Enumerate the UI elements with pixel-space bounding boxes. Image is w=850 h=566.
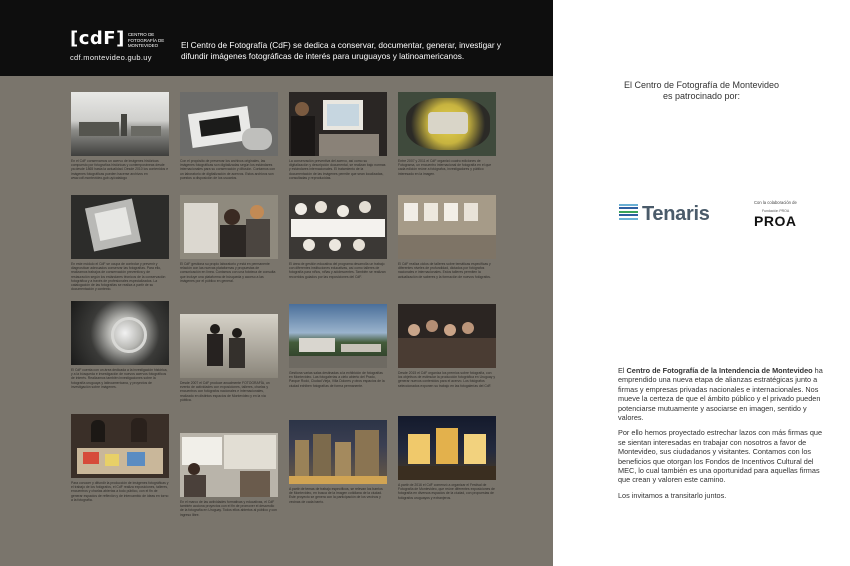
photo: [398, 92, 496, 156]
photo-item: [71, 195, 169, 292]
photo-item: [398, 416, 496, 500]
photo-caption: Desde 2007 el CdF produce anualmente FOTOGRAFÍA, un evento de actividades con exposiciones, talleres, charlas y encuentros con fotógrafos nacionales e internacionales, realizado en distintos espacios de Montevideo y en la vía pública.: [180, 381, 270, 402]
photo-item: [71, 301, 169, 389]
patron-line-1: El Centro de Fotografía de Montevideo: [623, 80, 780, 90]
photo: [398, 304, 496, 368]
photo: [398, 195, 496, 259]
photo-caption: El área de gestión educativa del programa desarrolla un trabajo con diferentes instituciones educativas, así como talleres de fotografía para niños, niñas y adolescentes. También se realizan recorridos guiados por las exposiciones del CdF.: [289, 262, 386, 279]
photo-item: [180, 433, 278, 517]
photo-caption: Con el propósito de preservar los archivos originales, las imágenes fotográficas son digitalizadas según los estándares internacionales para su conservación y difusión. Contamos con un laboratorio de digitalización de acervos. Estos archivos son puestos a disposición de los usuarios.: [180, 159, 275, 180]
photo: [289, 420, 387, 484]
photo-caption: En este módulo el CdF se ocupa de controlar y prevenir y diagnosticar adecuados conservar las fotografías. Para ello, realizamos trabajos de conservación preventiva y de restauración según los estándares técnicos de la conservación fotográfica y a través de profesionales especializados. La catalogación de las fotografías se realiza a partir de su documentación y contexto.: [71, 262, 166, 292]
photo-item: [289, 92, 387, 180]
proa-subtitle: Fundación PROA: [762, 209, 790, 213]
photo-item: [398, 195, 496, 279]
patron-line-2: es patrocinado por:: [662, 91, 741, 101]
photo-item: [289, 420, 387, 504]
photo-caption: En el CdF conservamos un acervo de imágenes históricas compuesto por fotografías históricas y contemporáneas desde ya desde 1865 hasta la actualidad. Desde 2010 los contenidos e imágenes fotográficas pueden hacerse archivos en www.cdf.montevideo.gub.uy/catalogo: [71, 159, 169, 180]
sponsor-logos: [619, 198, 809, 234]
p1-bold: Centro de Fotografía de la Intendencia de Montevideo: [626, 366, 813, 375]
cdf-logo: [70, 30, 174, 49]
tenaris-name: Tenaris: [642, 203, 710, 225]
photo: [71, 92, 169, 156]
photo: [180, 195, 278, 259]
paragraph-3: Los invitamos a transitarlo juntos.: [618, 490, 727, 500]
photo: [71, 195, 169, 259]
photo-caption: A partir de 2016 el CdF comenzó a organizar el Festival de Fotografía de Montevideo, que reúne diferentes exposiciones de fotografía en diversos espacios de la ciudad, con propuestas de fotógrafos uruguayos y extranjeros.: [398, 483, 495, 500]
photo: [180, 433, 278, 497]
photo-item: [180, 314, 278, 402]
photo-caption: Para conocer y difundir la producción de imágenes fotográficas y el trabajo de los fotógrafos, el CdF realiza exposiciones, talleres, encuentros y charlas abiertas a todo público, con el fin de generar espacios de reflexión y de intercambio de ideas en torno a la fotografía.: [71, 481, 169, 502]
header-bar: [0, 0, 553, 76]
photo-caption: En el marco de las actividades formativas y educativas, el CdF también acciona proyectos con el fin de promover el desarrollo de la fotografía en Uruguay. Todos ellos abiertos al público y con ingreso libre.: [180, 500, 277, 517]
p1-rest: ha emprendido una nueva etapa de alianzas estratégicas junto a firmas y empresas privadas nacionales e internacionales. Nos mueve la certeza de que el ámbito público y el privado pueden potenciarse mutuamente y asociarse en imagen, sentido y valores.: [618, 366, 823, 423]
p1-prefix: El: [618, 366, 625, 375]
photo-caption: La conservación preventiva del acervo, así como su digitalización y descripción documental, se realizan bajo normas y estándares internacionales. El tratamiento de la documentación de las imágenes permite que sean localizadas, consultadas y reproducidas.: [289, 159, 386, 180]
tenaris-stripes-icon: [619, 204, 638, 221]
photo-caption: Desde 2015 el CdF organiza los premios sobre fotografía, con los objetivos de estimular la producción fotográfica en Uruguay y generar nuevos contenidos para el acervo. Los fotógrafos seleccionados exponen su trabajo en las fotogalerías del CdF.: [398, 371, 496, 388]
photo-item: [180, 195, 278, 283]
collab-label: Con la colaboración de: [754, 200, 797, 205]
sponsor-body: [618, 366, 830, 506]
photo: [71, 301, 169, 365]
intro-text: El Centro de Fotografía (CdF) se dedica a conservar, documentar, generar, investigar y difundir imágenes fotográficas de interés para uruguayos y latinoamericanos.: [181, 40, 502, 61]
photo-item: [71, 414, 169, 502]
photo-item: [398, 92, 496, 176]
photo: [289, 92, 387, 156]
photo-caption: El CdF cuenta con un área dedicada a la investigación histórica, y a la búsqueda e investigación de nuevos acervos fotográficos de interés. Realizamos también investigaciones sobre la fotografía uruguaya y latinoamericana, y proyectos de investigación sobre imágenes.: [71, 368, 168, 389]
proa-logo: PROA: [754, 213, 797, 229]
photo: [289, 195, 387, 259]
photo: [289, 304, 387, 368]
photo-caption: Entre 2007 y 2011 el CdF organizó cuatro ediciones de Fotograma, un encuentro internacional de fotografía en el que cada edición reúne a fotógrafos, investigadores y público interesado en la imagen.: [398, 159, 492, 176]
photo: [398, 416, 496, 480]
photo-caption: El CdF realiza ciclos de talleres sobre temáticas específicas y diferentes niveles de profundidad, dictados por fotógrafos nacionales e internacionales. Estos talleres permiten la actualización de saberes y la formación de nuevos fotógrafos.: [398, 262, 491, 279]
photo: [71, 414, 169, 478]
photo-caption: A partir de temas de trabajo específicos, se relevan los barrios de Montevideo, en busca de la imagen cotidiana de la ciudad. Este proyecto se genera con la participación de los vecinos y vecinas de cada barrio.: [289, 487, 383, 504]
patron-heading: [553, 80, 850, 102]
photo-caption: Gestiona varias salas destinadas a la exhibición de fotografías en Montevideo. Las fotogalerías a cielo abierto del Prado, Parque Rodó, Ciudad Vieja, Villa Dolores y otros espacios de la ciudad exhiben fotografías de forma permanente.: [289, 371, 385, 388]
logo-mark: [cdF]: [70, 28, 125, 49]
paragraph-1: [618, 366, 830, 422]
photo: [180, 92, 278, 156]
photo-item: [398, 304, 496, 388]
sponsor-panel: [553, 0, 850, 566]
website-link[interactable]: cdf.montevideo.gub.uy: [70, 53, 152, 62]
paragraph-2: Por ello hemos proyectado estrechar lazos con más firmas que se sientan interesadas en trabajar con nosotros a favor de Montevideo, sus ciudadanos y visitantes. Contamos con los beneficios que otorgan los Fondos de Incentivos Cultural del MEC, lo cual también es una oportunidad para aquellas firmas que crean y valoren este camino.: [618, 428, 823, 485]
photo-item: [71, 92, 169, 180]
photo-caption: El CdF gestiona su propio laboratorio y está en permanente relación con las nuevas plataformas y propuestas de comunicación en línea. Contamos con una fototeca de consulta que incluye una plataforma de búsqueda y acceso a las imágenes por el público en general.: [180, 262, 276, 283]
photo-item: [289, 304, 387, 388]
photo-item: [289, 195, 387, 279]
photo-item: [180, 92, 278, 180]
logo-subtitle: CENTRO DE FOTOGRAFÍA DE MONTEVIDEO: [127, 32, 165, 48]
photo: [180, 314, 278, 378]
